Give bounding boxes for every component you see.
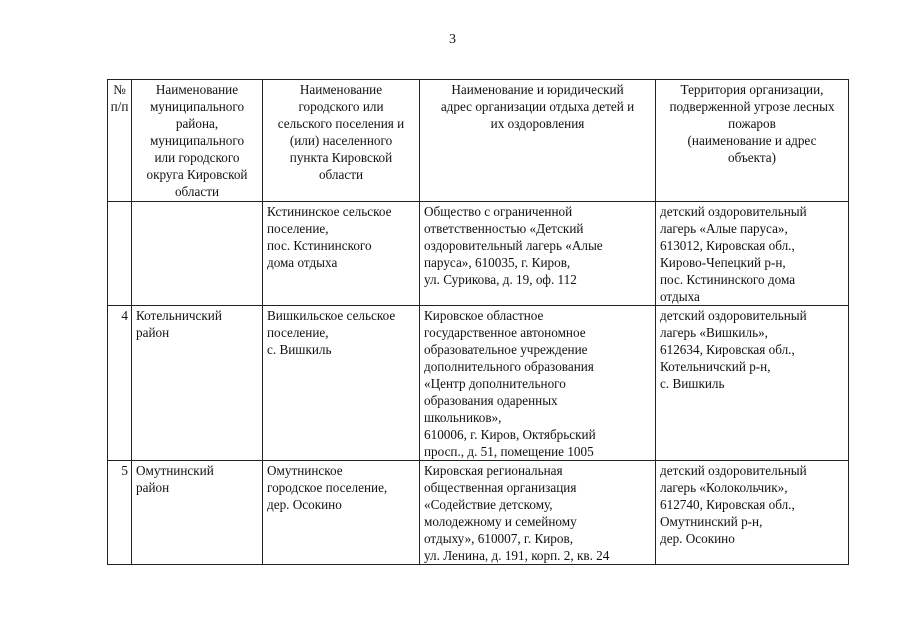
header-organization [420,80,656,202]
row-organization: Общество с ограниченной ответственностью «Детский оздоровительный лагерь «Алые паруса», 610035, г. Киров, ул. Сурикова, д. 19, оф. 112 [420,202,656,306]
header-district [132,80,263,202]
camps-table [107,79,849,565]
header-row [108,80,849,202]
header-organization-text: Наименование и юридический адрес организации отдыха детей и их оздоровления [440,82,635,131]
header-settlement [263,80,420,202]
row-organization: Кировская региональная общественная организация «Содействие детскому, молодежному и семейному отдыху», 610007, г. Киров, ул. Ленина, д. 191, корп. 2, кв. 24 [420,461,656,565]
table-row [108,461,849,565]
row-number: 4 [108,306,132,461]
table-body [108,202,849,565]
row-organization: Кировское областное государственное автономное образовательное учреждение дополнительного образования «Центр дополнительного образования одаренных школьников», 610006, г. Киров, Октябрьский просп., д. 51, помещение 1005 [420,306,656,461]
table-row [108,202,849,306]
header-district-text: Наименование муниципального района, муниципального или городского округа Кировской области [146,82,248,199]
table-header [108,80,849,202]
page-number: 3 [449,32,456,47]
row-settlement: Кстининское сельское поселение, пос. Кстининского дома отдыха [263,202,420,306]
header-territory-text: Территория организации, подверженной угрозе лесных пожаров (наименование и адрес объекта) [669,82,835,165]
row-settlement: Омутнинское городское поселение, дер. Осокино [263,461,420,565]
row-territory: детский оздоровительный лагерь «Вишкиль», 612634, Кировская обл., Котельничский р-н, с. Вишкиль [656,306,849,461]
row-district: Котельничский район [132,306,263,461]
table-row [108,306,849,461]
header-territory [656,80,849,202]
row-number: 5 [108,461,132,565]
row-settlement: Вишкильское сельское поселение, с. Вишкиль [263,306,420,461]
row-district [132,202,263,306]
header-number [108,80,132,202]
row-number [108,202,132,306]
header-settlement-text: Наименование городского или сельского поселения и (или) населенного пункта Кировской области [277,82,405,182]
row-territory: детский оздоровительный лагерь «Колокольчик», 612740, Кировская обл., Омутнинский р-н, дер. Осокино [656,461,849,565]
row-district: Омутнинский район [132,461,263,565]
row-territory: детский оздоровительный лагерь «Алые паруса», 613012, Кировская обл., Кирово-Чепецкий р-н, пос. Кстининского дома отдыха [656,202,849,306]
header-number-text: № п/п [110,82,129,114]
